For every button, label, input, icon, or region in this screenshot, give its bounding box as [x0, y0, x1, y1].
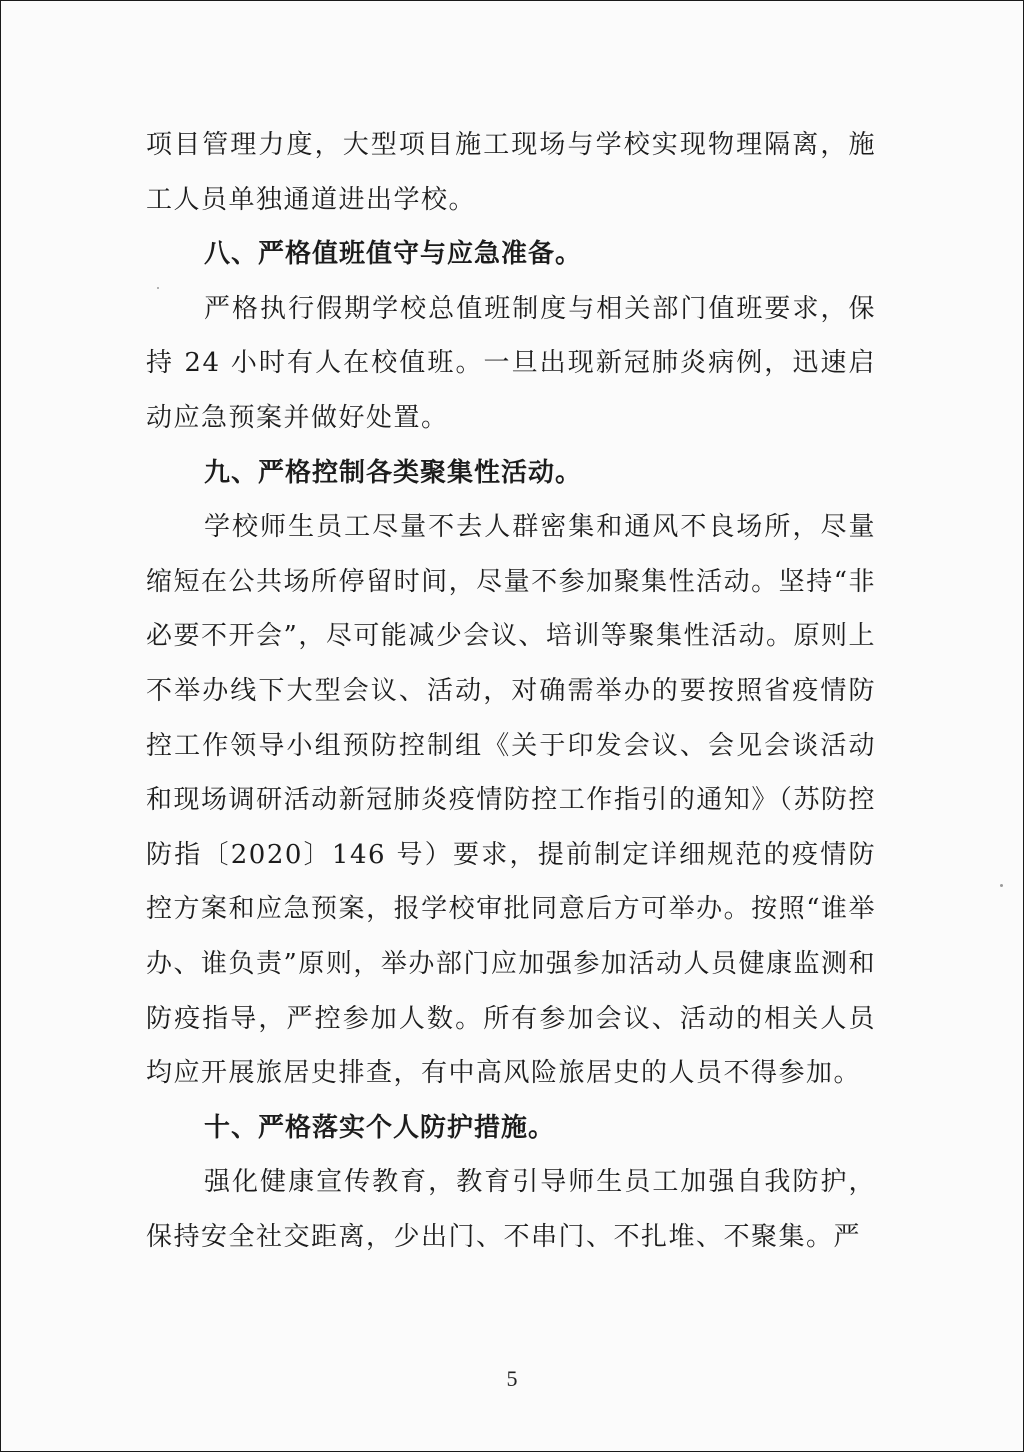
heading-section-9: 九、严格控制各类聚集性活动。: [204, 457, 583, 488]
paragraph-personal-protection: 强化健康宣传教育，教育引导师生员工加强自我防护，保持安全社交距离，少出门、不串门、不扎堆、不聚集。严: [146, 1167, 876, 1252]
scan-speck: [157, 287, 159, 289]
heading-section-8: 八、严格值班值守与应急准备。: [204, 239, 583, 270]
document-body: [146, 118, 876, 1264]
page-number: 5: [506, 1366, 518, 1391]
paragraph-project-management: 项目管理力度，大型项目施工现场与学校实现物理隔离，施工人员单独通道进出学校。: [146, 130, 876, 215]
paragraph-gathering-activities: 学校师生员工尽量不去人群密集和通风不良场所，尽量缩短在公共场所停留时间，尽量不参加聚集性活动。坚持“非必要不开会”，尽可能减少会议、培训等聚集性活动。原则上不举办线下大型会议、活动，对确需举办的要按照省疫情防控工作领导小组预防控制组《关于印发会议、会见会谈活动和现场调研活动新冠肺炎疫情防控工作指引的通知》（苏防控防指〔2020〕146 号）要求，提前制定详细规范的疫情防控方案和应急预案，报学校审批同意后方可举办。按照“谁举办、谁负责”原则，举办部门应加强参加活动人员健康监测和防疫指导，严控参加人数。所有参加会议、活动的相关人员均应开展旅居史排查，有中高风险旅居史的人员不得参加。: [146, 512, 876, 1089]
scan-speck: [1000, 884, 1003, 887]
heading-section-10: 十、严格落实个人防护措施。: [204, 1112, 556, 1143]
paragraph-duty-emergency: 严格执行假期学校总值班制度与相关部门值班要求，保持 24 小时有人在校值班。一旦出现新冠肺炎病例，迅速启动应急预案并做好处置。: [146, 293, 876, 433]
